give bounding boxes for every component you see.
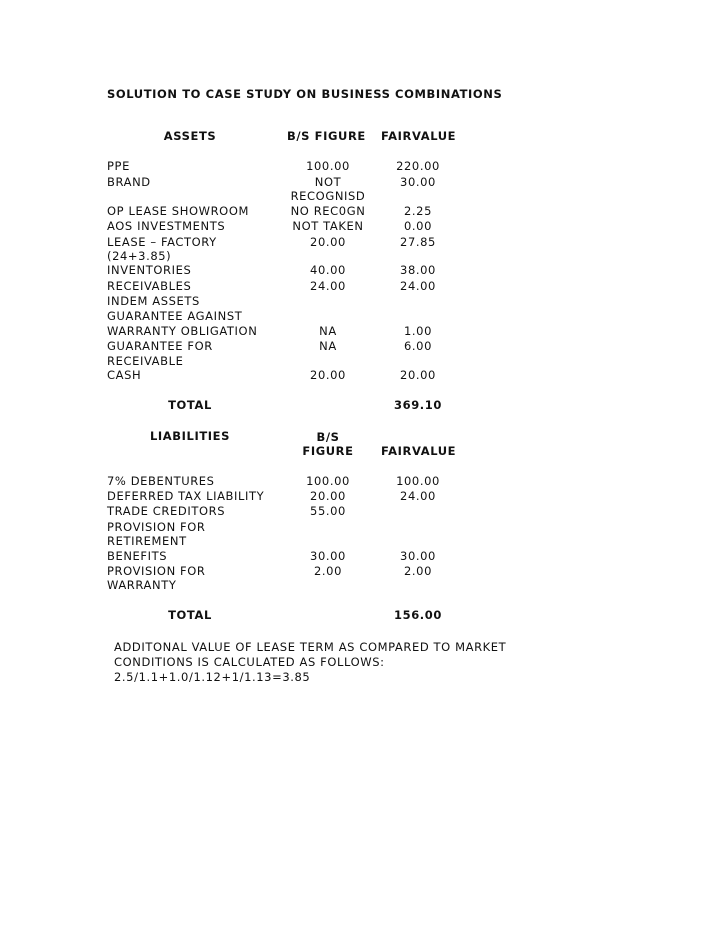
note-formula: 2.5/1.1+1.0/1.12+1/1.13=3.85 — [114, 670, 311, 684]
asset-label: GUARANTEE AGAINST — [107, 309, 243, 323]
asset-fv-value: 2.25 — [403, 204, 432, 218]
assets-fv-heading: FAIRVALUE — [381, 129, 457, 143]
asset-label: CASH — [107, 368, 142, 382]
asset-bs-value: NOT TAKEN — [292, 219, 364, 233]
liability-fv-value: 2.00 — [403, 564, 432, 578]
asset-fv-value: 24.00 — [400, 279, 436, 293]
note-line: ADDITONAL VALUE OF LEASE TERM AS COMPARED TO MARKET — [114, 640, 507, 654]
asset-bs-value: NA — [319, 324, 337, 338]
asset-fv-value: 27.85 — [400, 235, 436, 249]
asset-label: AOS INVESTMENTS — [107, 219, 226, 233]
liability-bs-value: 2.00 — [313, 564, 342, 578]
liability-label: PROVISION FOR — [107, 520, 206, 534]
liabilities-total-label: TOTAL — [168, 608, 212, 622]
liability-bs-value: 55.00 — [310, 504, 346, 518]
asset-fv-value: 6.00 — [403, 339, 432, 353]
asset-label: RECEIVABLES — [107, 279, 192, 293]
liability-fv-value: 30.00 — [400, 549, 436, 563]
asset-label: INDEM ASSETS — [107, 294, 200, 308]
liability-bs-value: 100.00 — [306, 474, 350, 488]
liability-label: DEFERRED TAX LIABILITY — [107, 489, 265, 503]
asset-label: (24+3.85) — [107, 249, 172, 263]
asset-bs-value: RECOGNISD — [290, 189, 366, 203]
liability-label: WARRANTY — [107, 578, 177, 592]
asset-label: LEASE – FACTORY — [107, 235, 217, 249]
asset-bs-value: NA — [319, 339, 337, 353]
assets-heading: ASSETS — [163, 129, 217, 143]
liability-fv-value: 100.00 — [396, 474, 440, 488]
asset-fv-value: 1.00 — [403, 324, 432, 338]
liabilities-fv-heading: FAIRVALUE — [381, 444, 457, 458]
asset-label: BRAND — [107, 175, 151, 189]
liability-label: PROVISION FOR — [107, 564, 206, 578]
assets-total-value: 369.10 — [394, 398, 442, 412]
liability-fv-value: 24.00 — [400, 489, 436, 503]
assets-bs-heading: B/S FIGURE — [287, 129, 366, 143]
asset-fv-value: 38.00 — [400, 263, 436, 277]
asset-label: INVENTORIES — [107, 263, 192, 277]
asset-label: GUARANTEE FOR — [107, 339, 213, 353]
asset-bs-value: NOT — [314, 175, 342, 189]
asset-bs-value: 24.00 — [310, 279, 346, 293]
liabilities-bs-heading-line2: FIGURE — [302, 444, 354, 458]
liability-label: TRADE CREDITORS — [107, 504, 226, 518]
document-title: SOLUTION TO CASE STUDY ON BUSINESS COMBINATIONS — [107, 87, 503, 101]
asset-fv-value: 220.00 — [396, 159, 440, 173]
liabilities-bs-heading-line1: B/S — [316, 430, 340, 444]
asset-label: WARRANTY OBLIGATION — [107, 324, 258, 338]
assets-total-label: TOTAL — [168, 398, 212, 412]
asset-label: PPE — [107, 159, 130, 173]
liability-label: RETIREMENT — [107, 534, 187, 548]
liabilities-heading: LIABILITIES — [149, 429, 231, 443]
liability-label: 7% DEBENTURES — [107, 474, 215, 488]
asset-bs-value: NO REC0GN — [290, 204, 366, 218]
liabilities-total-value: 156.00 — [394, 608, 442, 622]
note-line: CONDITIONS IS CALCULATED AS FOLLOWS: — [114, 655, 385, 669]
liability-bs-value: 20.00 — [310, 489, 346, 503]
asset-bs-value: 20.00 — [310, 235, 346, 249]
asset-label: OP LEASE SHOWROOM — [107, 204, 249, 218]
asset-fv-value: 20.00 — [400, 368, 436, 382]
asset-bs-value: 100.00 — [306, 159, 350, 173]
asset-bs-value: 20.00 — [310, 368, 346, 382]
asset-fv-value: 30.00 — [400, 175, 436, 189]
asset-fv-value: 0.00 — [403, 219, 432, 233]
asset-bs-value: 40.00 — [310, 263, 346, 277]
asset-label: RECEIVABLE — [107, 354, 184, 368]
liability-bs-value: 30.00 — [310, 549, 346, 563]
liability-label: BENEFITS — [107, 549, 168, 563]
